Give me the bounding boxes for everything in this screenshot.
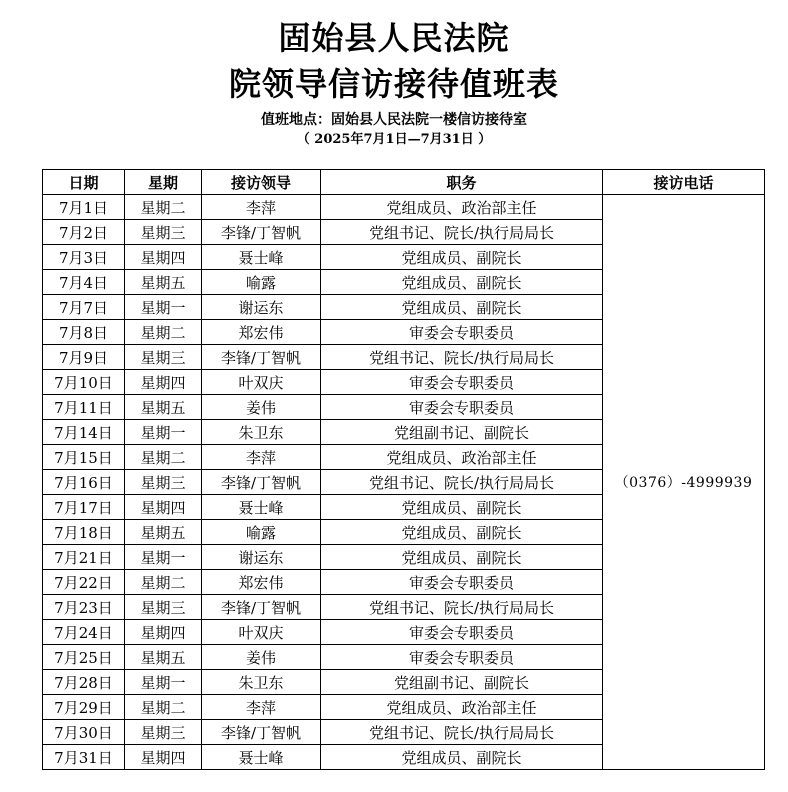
date-cell: 7月23日 xyxy=(43,595,125,620)
weekday-cell: 星期一 xyxy=(125,420,202,445)
position-cell: 党组书记、院长/执行局局长 xyxy=(321,345,603,370)
weekday-cell: 星期五 xyxy=(125,395,202,420)
date-cell: 7月16日 xyxy=(43,470,125,495)
leader-cell: 李萍 xyxy=(202,695,321,720)
weekday-cell: 星期二 xyxy=(125,695,202,720)
position-cell: 审委会专职委员 xyxy=(321,395,603,420)
position-cell: 党组书记、院长/执行局局长 xyxy=(321,720,603,745)
date-cell: 7月3日 xyxy=(43,245,125,270)
date-cell: 7月9日 xyxy=(43,345,125,370)
duty-location: 值班地点：固始县人民法院一楼信访接待室 xyxy=(261,112,527,128)
duty-schedule-table xyxy=(42,169,765,770)
leader-cell: 叶双庆 xyxy=(202,620,321,645)
date-cell: 7月7日 xyxy=(43,295,125,320)
date-cell: 7月15日 xyxy=(43,445,125,470)
position-cell: 审委会专职委员 xyxy=(321,620,603,645)
leader-cell: 李锋/丁智帆 xyxy=(202,470,321,495)
weekday-cell: 星期三 xyxy=(125,345,202,370)
date-cell: 7月28日 xyxy=(43,670,125,695)
leader-cell: 郑宏伟 xyxy=(202,320,321,345)
date-cell: 7月4日 xyxy=(43,270,125,295)
position-cell: 党组副书记、副院长 xyxy=(321,420,603,445)
weekday-cell: 星期三 xyxy=(125,720,202,745)
leader-cell: 姜伟 xyxy=(202,645,321,670)
date-cell: 7月21日 xyxy=(43,545,125,570)
date-cell: 7月14日 xyxy=(43,420,125,445)
duty-period: （ 2025年7月1日—7月31日 ） xyxy=(296,132,492,147)
leader-cell: 朱卫东 xyxy=(202,670,321,695)
weekday-cell: 星期二 xyxy=(125,570,202,595)
leader-cell: 李锋/丁智帆 xyxy=(202,595,321,620)
date-cell: 7月8日 xyxy=(43,320,125,345)
leader-cell: 叶双庆 xyxy=(202,370,321,395)
position-cell: 党组成员、副院长 xyxy=(321,295,603,320)
leader-cell: 朱卫东 xyxy=(202,420,321,445)
table-body xyxy=(43,195,765,770)
weekday-cell: 星期三 xyxy=(125,470,202,495)
weekday-cell: 星期四 xyxy=(125,495,202,520)
weekday-cell: 星期二 xyxy=(125,320,202,345)
weekday-cell: 星期三 xyxy=(125,595,202,620)
date-cell: 7月24日 xyxy=(43,620,125,645)
leader-cell: 李锋/丁智帆 xyxy=(202,720,321,745)
leader-cell: 李锋/丁智帆 xyxy=(202,220,321,245)
date-cell: 7月30日 xyxy=(43,720,125,745)
weekday-cell: 星期一 xyxy=(125,545,202,570)
position-cell: 党组成员、副院长 xyxy=(321,745,603,770)
date-cell: 7月31日 xyxy=(43,745,125,770)
position-cell: 党组副书记、副院长 xyxy=(321,670,603,695)
leader-cell: 聂士峰 xyxy=(202,245,321,270)
column-header-leader: 接访领导 xyxy=(202,170,321,195)
date-cell: 7月1日 xyxy=(43,195,125,220)
position-cell: 党组成员、政治部主任 xyxy=(321,195,603,220)
date-cell: 7月18日 xyxy=(43,520,125,545)
phone-cell: （0376）-4999939 xyxy=(603,195,765,770)
leader-cell: 郑宏伟 xyxy=(202,570,321,595)
weekday-cell: 星期四 xyxy=(125,745,202,770)
table-row xyxy=(43,195,765,220)
column-header-phone: 接访电话 xyxy=(603,170,765,195)
position-cell: 党组成员、副院长 xyxy=(321,245,603,270)
date-cell: 7月22日 xyxy=(43,570,125,595)
weekday-cell: 星期五 xyxy=(125,270,202,295)
weekday-cell: 星期四 xyxy=(125,620,202,645)
column-header-date: 日期 xyxy=(43,170,125,195)
column-header-position: 职务 xyxy=(321,170,603,195)
date-cell: 7月17日 xyxy=(43,495,125,520)
weekday-cell: 星期五 xyxy=(125,520,202,545)
leader-cell: 喻露 xyxy=(202,520,321,545)
leader-cell: 李萍 xyxy=(202,195,321,220)
position-cell: 审委会专职委员 xyxy=(321,370,603,395)
position-cell: 党组成员、政治部主任 xyxy=(321,445,603,470)
position-cell: 党组书记、院长/执行局局长 xyxy=(321,470,603,495)
position-cell: 审委会专职委员 xyxy=(321,570,603,595)
position-cell: 党组成员、政治部主任 xyxy=(321,695,603,720)
table-header-row xyxy=(43,170,765,195)
column-header-weekday: 星期 xyxy=(125,170,202,195)
weekday-cell: 星期四 xyxy=(125,245,202,270)
leader-cell: 谢运东 xyxy=(202,295,321,320)
date-cell: 7月25日 xyxy=(43,645,125,670)
date-cell: 7月10日 xyxy=(43,370,125,395)
date-cell: 7月2日 xyxy=(43,220,125,245)
leader-cell: 聂士峰 xyxy=(202,495,321,520)
leader-cell: 聂士峰 xyxy=(202,745,321,770)
page-title: 固始县人民法院 xyxy=(278,19,510,57)
weekday-cell: 星期二 xyxy=(125,195,202,220)
position-cell: 党组书记、院长/执行局局长 xyxy=(321,595,603,620)
position-cell: 党组成员、副院长 xyxy=(321,520,603,545)
position-cell: 审委会专职委员 xyxy=(321,320,603,345)
weekday-cell: 星期三 xyxy=(125,220,202,245)
leader-cell: 喻露 xyxy=(202,270,321,295)
position-cell: 党组成员、副院长 xyxy=(321,545,603,570)
position-cell: 党组成员、副院长 xyxy=(321,270,603,295)
date-cell: 7月29日 xyxy=(43,695,125,720)
leader-cell: 谢运东 xyxy=(202,545,321,570)
position-cell: 党组成员、副院长 xyxy=(321,495,603,520)
weekday-cell: 星期二 xyxy=(125,445,202,470)
leader-cell: 姜伟 xyxy=(202,395,321,420)
page-subtitle: 院领导信访接待值班表 xyxy=(228,65,559,103)
weekday-cell: 星期四 xyxy=(125,370,202,395)
leader-cell: 李萍 xyxy=(202,445,321,470)
weekday-cell: 星期一 xyxy=(125,295,202,320)
leader-cell: 李锋/丁智帆 xyxy=(202,345,321,370)
weekday-cell: 星期五 xyxy=(125,645,202,670)
date-cell: 7月11日 xyxy=(43,395,125,420)
position-cell: 审委会专职委员 xyxy=(321,645,603,670)
position-cell: 党组书记、院长/执行局局长 xyxy=(321,220,603,245)
weekday-cell: 星期一 xyxy=(125,670,202,695)
